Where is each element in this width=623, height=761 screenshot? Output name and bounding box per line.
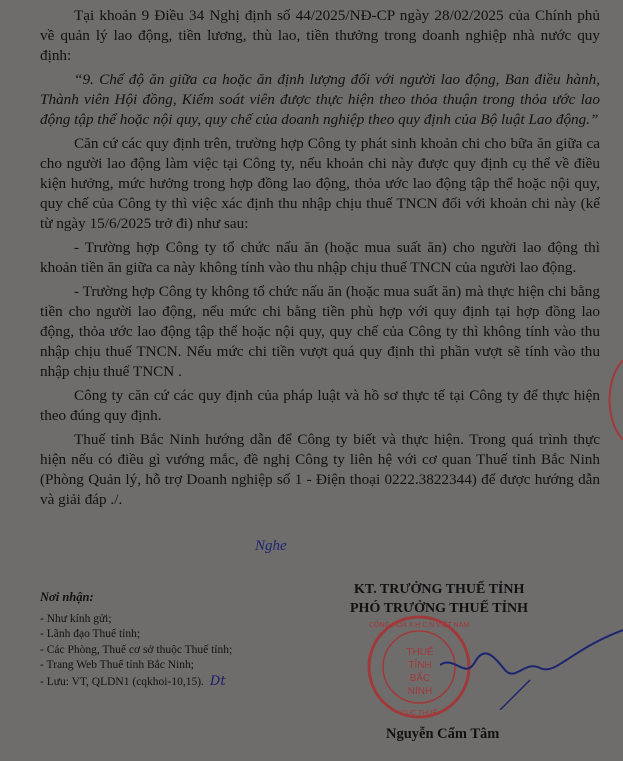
paragraph-conclusion-intro: Căn cứ các quy định trên, trường hợp Công ty phát sinh khoản chi cho bữa ăn giữa ca cho người lao động làm việc tại Công ty, nếu khoản chi này được quy định cụ thể về điều kiện hưởng, mức hưởng trong hợp đồng lao động, thỏa ước lao động tập thể hoặc nội quy, quy chế của Công ty thì việc xác định thu nhập chịu thuế TNCN đối với khoản chi này (kể từ ngày 15/6/2025 trở đi) như sau: (40, 135, 600, 232)
seal-inner-text: THUẾ TỈNH BẮC NINH (406, 647, 434, 697)
signer-title-line2: PHÓ TRƯỞNG THUẾ TỈNH (350, 601, 529, 616)
recipients-title: Nơi nhận: (40, 590, 94, 604)
recipients-block (40, 590, 340, 690)
recipient-item: - Như kính gửi; (40, 612, 112, 625)
drafter-initials: Dt (209, 673, 226, 689)
edge-seal-fragment (600, 360, 623, 440)
recipient-item: - Trang Web Thuế tỉnh Bắc Ninh; (40, 659, 194, 671)
paragraph-case-1: - Trường hợp Công ty tổ chức nấu ăn (hoặc mua suất ăn) cho người lao động thì khoản tiền ăn giữa ca này không tính vào thu nhập chịu thuế TNCN của người lao động. (40, 239, 600, 276)
paragraph-legal-basis: Tại khoản 9 Điều 34 Nghị định số 44/2025/NĐ-CP ngày 28/02/2025 của Chính phủ về quản lý lao động, tiền lương, thù lao, tiền thưởng trong doanh nghiệp nhà nước quy định: (40, 7, 600, 64)
svg-text:CỘNG HÒA X.H.C.N VIỆT NAM: CỘNG HÒA X.H.C.N VIỆT NAM (368, 622, 470, 629)
recipient-item: - Các Phòng, Thuế cơ sở thuộc Thuế tỉnh; (40, 643, 233, 656)
paragraph-case-2: - Trường hợp Công ty không tổ chức nấu ăn (hoặc mua suất ăn) mà thực hiện chi bằng tiền cho người lao động, nếu mức chi bằng tiền phù hợp với quy định tại hợp đồng lao động, thỏa ước lao động tập thể hoặc nội quy, quy chế của Công ty thì không tính vào thu nhập chịu thuế TNCN. Nếu mức chi tiền vượt quá quy định thì phần vượt sẽ tính vào thu nhập chịu thuế TNCN . (40, 283, 600, 380)
paragraph-compliance: Công ty căn cứ các quy định của pháp luật và hồ sơ thực tế tại Công ty để thực hiện theo đúng quy định. (40, 387, 600, 424)
paragraph-quote: “9. Chế độ ăn giữa ca hoặc ăn định lượng đối với người lao động, Ban điều hành, Thành viên Hội đồng, Kiểm soát viên được thực hiện theo thỏa thuận trong thỏa ước lao động tập thể hoặc nội quy, quy chế của doanh nghiệp theo quy định của Bộ luật Lao động.” (40, 71, 600, 128)
handwritten-signature (440, 620, 623, 710)
paragraph-contact: Thuế tỉnh Bắc Ninh hướng dẫn để Công ty biết và thực hiện. Trong quá trình thực hiện nếu có điều gì vướng mắc, đề nghị Công ty liên hệ với cơ quan Thuế tỉnh Bắc Ninh (Phòng Quản lý, hỗ trợ Doanh nghiệp số 1 - Điện thoại 0222.3822344) để được hướng dẫn và giải đáp ./. (40, 431, 600, 508)
handwritten-initial-mark: Nghe (255, 538, 287, 554)
signer-name: Nguyễn Cẩm Tâm (386, 726, 500, 742)
document-body (40, 6, 600, 514)
recipient-item: - Lãnh đạo Thuế tỉnh; (40, 628, 141, 640)
svg-text:CỤC THUẾ: CỤC THUẾ (400, 710, 438, 717)
recipient-item (40, 674, 340, 691)
signer-title-line1: KT. TRƯỞNG THUẾ TỈNH (354, 582, 525, 597)
recipient-archive-text: - Lưu: VT, QLDN1 (cqkhoi-10,15). (40, 675, 204, 688)
